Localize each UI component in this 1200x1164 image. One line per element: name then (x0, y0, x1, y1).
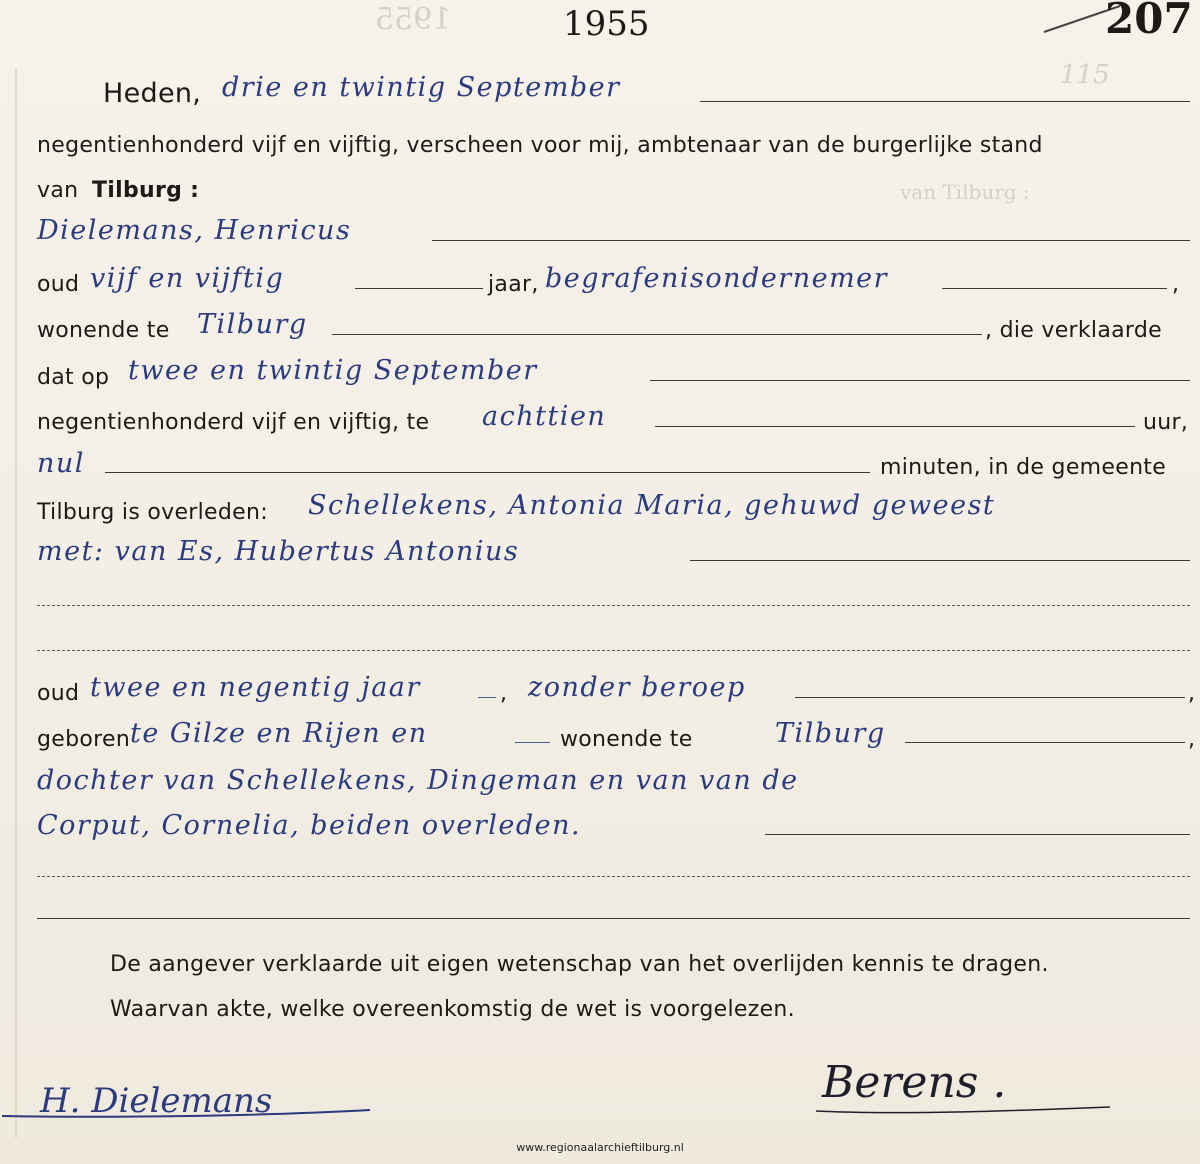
archive-url: www.regionaalarchieftilburg.nl (516, 1141, 684, 1154)
comma: , (1188, 727, 1196, 752)
uur-label: uur, (1143, 410, 1189, 435)
handwritten-dash (515, 742, 550, 743)
bleed-through-year: 1955 (375, 2, 452, 37)
oud-label: oud (37, 272, 80, 297)
fill-line (332, 334, 982, 335)
handwritten-age: vijf en vijftig (90, 263, 285, 294)
handwritten-date: drie en twintig September (222, 72, 621, 103)
fill-line (432, 240, 1190, 241)
fill-line (905, 742, 1185, 743)
wonende-label: wonende te (37, 318, 170, 343)
wonende2-label: wonende te (560, 727, 693, 752)
handwritten-occupation: begrafenisondernemer (545, 263, 889, 294)
fill-line (942, 288, 1167, 289)
page-margin-line (15, 68, 17, 1138)
fill-line (700, 101, 1190, 102)
handwritten-birthplace: te Gilze en Rijen en (130, 718, 428, 749)
verklaarde-label: , die verklaarde (985, 318, 1162, 343)
closing-line-2: Waarvan akte, welke overeenkomstig de wet is voorgelezen. (110, 997, 795, 1022)
official-signature (810, 1045, 1150, 1125)
declarant-signature-text: H. Dielemans (40, 1081, 273, 1121)
overleden-label: Tilburg is overleden: (37, 500, 268, 525)
official-signature-text: Berens . (822, 1057, 1007, 1108)
printed-line-2: negentienhonderd vijf en vijftig, verscheen voor mij, ambtenaar van de burgerlijke stand (37, 133, 1043, 158)
handwritten-spouse: met: van Es, Hubertus Antonius (37, 536, 520, 567)
folio-number: 207 (1105, 0, 1193, 43)
handwritten-parents-line1: dochter van Schellekens, Dingeman en van van de (37, 765, 799, 796)
comma: , (500, 681, 508, 706)
closing-line-1: De aangever verklaarde uit eigen wetenschap van het overlijden kennis te dragen. (110, 952, 1049, 977)
bleed-through-text: van Tilburg : (900, 180, 1030, 204)
declarant-signature (0, 1060, 380, 1130)
fill-line (690, 560, 1190, 561)
blank-line (37, 876, 1190, 877)
van-label: van (37, 178, 79, 203)
comma: , (1172, 272, 1180, 297)
fill-line (795, 697, 1185, 698)
handwritten-hour: achttien (482, 401, 607, 432)
fill-line (655, 426, 1135, 427)
handwritten-deceased: Schellekens, Antonia Maria, gehuwd geweest (308, 490, 996, 521)
heden-label: Heden, (103, 78, 202, 109)
handwritten-minutes: nul (37, 448, 85, 479)
record-year: 1955 (563, 4, 650, 44)
fill-line (355, 288, 483, 289)
geboren-label: geboren (37, 727, 131, 752)
handwritten-dash (478, 697, 496, 698)
blank-line (37, 650, 1190, 651)
place-bold: Tilburg : (92, 178, 200, 203)
handwritten-age-deceased: twee en negentig jaar (90, 672, 421, 703)
handwritten-residence: Tilburg (197, 309, 308, 340)
fill-line (105, 472, 870, 473)
blank-line (37, 918, 1190, 919)
oud2-label: oud (37, 681, 80, 706)
jaar-label: jaar, (488, 272, 539, 297)
handwritten-parents-line2: Corput, Cornelia, beiden overleden. (37, 810, 582, 841)
comma: , (1188, 681, 1196, 706)
handwritten-death-date: twee en twintig September (128, 355, 538, 386)
handwritten-declarant: Dielemans, Henricus (37, 215, 352, 246)
minuten-label: minuten, in de gemeente (880, 455, 1167, 480)
bleed-through-number: 115 (1060, 60, 1110, 90)
fill-line (650, 380, 1190, 381)
handwritten-residence-deceased: Tilburg (775, 718, 886, 749)
blank-line (37, 605, 1190, 606)
handwritten-occupation-deceased: zonder beroep (528, 672, 746, 703)
fill-line (765, 834, 1190, 835)
datop-label: dat op (37, 365, 110, 390)
printed-line-8: negentienhonderd vijf en vijftig, te (37, 410, 430, 435)
